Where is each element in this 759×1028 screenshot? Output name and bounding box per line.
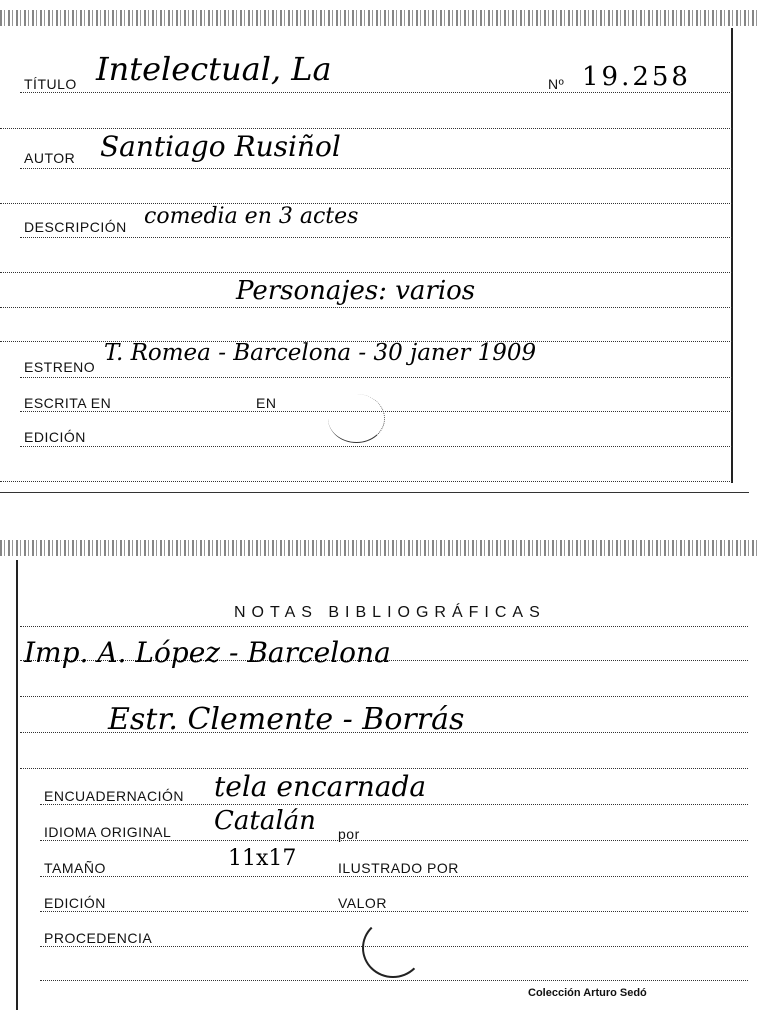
ruled-line — [40, 840, 748, 841]
idioma-value: Catalán — [214, 806, 316, 836]
ruled-line — [0, 481, 732, 482]
card-left-border — [16, 560, 18, 1010]
ruled-line — [20, 377, 732, 378]
nota-line-1: Imp. A. López - Barcelona — [24, 636, 391, 669]
encuadernacion-label: ENCUADERNACIÓN — [44, 788, 185, 804]
tamano-label: TAMAÑO — [44, 860, 106, 876]
partial-stamp-mark — [362, 918, 424, 978]
card-separator — [0, 492, 749, 493]
collection-credit: Colección Arturo Sedó — [528, 987, 647, 999]
descripcion-label: DESCRIPCIÓN — [24, 219, 127, 235]
catalog-card-top — [0, 0, 759, 495]
edicion-label: EDICIÓN — [44, 895, 106, 911]
ruled-line — [0, 203, 732, 204]
ruled-line — [20, 768, 748, 769]
estreno-value: T. Romea - Barcelona - 30 janer 1909 — [104, 340, 537, 366]
ruled-line — [40, 804, 748, 805]
idioma-label: IDIOMA ORIGINAL — [44, 824, 172, 840]
autor-value: Santiago Rusiñol — [100, 130, 341, 163]
descripcion-value: comedia en 3 actes — [144, 204, 359, 229]
numero-value: 19.258 — [582, 62, 691, 92]
ruled-line — [40, 911, 748, 912]
nota-line-2: Estr. Clemente - Borrás — [108, 702, 465, 737]
ruled-line — [20, 696, 748, 697]
ruled-line — [20, 92, 732, 93]
numero-label: Nº — [548, 76, 565, 92]
ilustrado-label: ILUSTRADO POR — [338, 860, 459, 876]
ruled-line — [40, 876, 748, 877]
ruled-line — [0, 272, 732, 273]
titulo-value: Intelectual, La — [96, 50, 332, 88]
catalog-card-bottom — [0, 540, 759, 1028]
encuadernacion-value: tela encarnada — [214, 770, 427, 803]
ruled-line — [20, 237, 732, 238]
escrita-label: ESCRITA EN — [24, 395, 112, 411]
estreno-label: ESTRENO — [24, 359, 96, 375]
por-label: por — [338, 826, 360, 842]
tamano-value: 11x17 — [228, 846, 297, 871]
edicion-label: EDICIÓN — [24, 429, 86, 445]
partial-stamp-mark — [328, 394, 385, 443]
autor-label: AUTOR — [24, 150, 76, 166]
card-top-edge — [0, 540, 759, 556]
descripcion-value-2: Personajes: varios — [236, 276, 476, 306]
ruled-line — [20, 626, 748, 627]
notas-heading: NOTAS BIBLIOGRÁFICAS — [234, 604, 546, 621]
ruled-line — [20, 446, 732, 447]
procedencia-label: PROCEDENCIA — [44, 930, 153, 946]
en-label: EN — [256, 395, 277, 411]
titulo-label: TÍTULO — [24, 76, 77, 92]
ruled-line — [40, 980, 748, 981]
valor-label: VALOR — [338, 895, 387, 911]
ruled-line — [0, 128, 732, 129]
ruled-line — [20, 168, 732, 169]
ruled-line — [0, 307, 732, 308]
card-top-edge — [0, 10, 759, 26]
card-right-border — [731, 28, 733, 483]
